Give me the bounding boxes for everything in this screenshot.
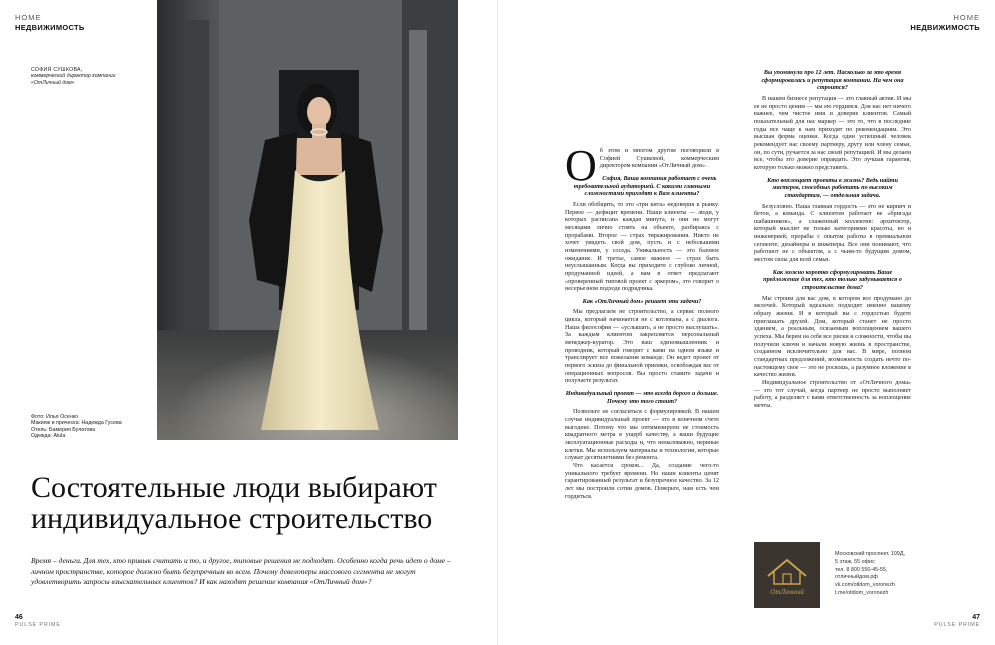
section-main-label: НЕДВИЖИМОСТЬ (15, 23, 85, 32)
page-number: 47 (972, 614, 980, 621)
caption-role: коммерческий директор компании «ОтЛичный дом» (31, 73, 116, 86)
contact-site: отличныйдом.рф (835, 574, 878, 581)
interview-question: Как можно коротко сформулировать Ваше предложение для тех, кто только задумывается о строительстве дома? (763, 269, 902, 292)
interview-answer: Индивидуальное строительство от «ОтЛичного дома» — это тот случай, когда партнер не просто выполняет работу, а разделяет с вами ответственность за воплощение мечты. (754, 379, 911, 409)
interview-answer: Если обобщить, то это «три кита» недоверия к рынку. Первое — дефицит времени. Наши клиенты — люди, у которых расписана каждая минута, и они не могут месяцами лично стоять на объекте, разбираясь с прорабами. Второе — страх тиражирования. Никто не хочет увидеть свой дом, пусть и с небольшими изменениями, у соседа. Уникальность — это базовое ожидание. И третье, самое важное — страх быть неуслышанным. Когда вы приходите с глубоко личной, продуманной идеей, а вам в ответ предлагают «проверенный типовой проект с эркером», это говорит о несерьезном подходе подрядчика. (565, 201, 719, 293)
interview-question: Кто воплощает проекты в жизнь? Ведь найти мастеров, способных работать по высоким стандартам, — отдельная задача. (767, 177, 898, 199)
magazine-name: PULSE PRIME (934, 622, 980, 628)
interview-answer: Безусловно. Наша главная гордость — это не кирпич и бетон, а команда. С клиентом работает не «бригада шабашников», а слаженный коллектив: архитектор, который мыслит не только категориями красоты, но и инженерией; прорабы с опытом работы в премиальном сегменте; дизайнеры и инженеры. Все они понимают, что работают не с объектом, а с чьим-то будущим домом, местом силы для всей семьи. (754, 203, 911, 264)
contact-block (835, 551, 945, 598)
magazine-name: PULSE PRIME (15, 622, 61, 628)
interview-question: Как «ОтЛичный дом» решает эти задачи? (582, 298, 702, 305)
article-title: Состоятельные люди выбирают индивидуальное строительство (31, 471, 437, 535)
caption-name: СОФИЯ СУШКОВА, (31, 67, 83, 73)
house-logo-icon (754, 542, 820, 608)
intro-text: б этом и многом другом поговорили в Софией Сушковой, коммерческим директором компании «ОтЛичный дом». (599, 148, 719, 170)
section-header-left (15, 13, 85, 32)
credit-line: Отель: Бамерия Булатова (31, 426, 96, 433)
folio-right (934, 614, 980, 628)
logo-wordmark: ОтЛичный (770, 588, 804, 596)
contact-vk: vk.com/otldom_voronezh (835, 582, 895, 589)
credit-line: Макияж и прическа: Надежда Гусева (31, 420, 122, 427)
contact-office: 5 этаж, 55 офис (835, 558, 875, 565)
section-header-right (910, 13, 980, 32)
section-top-label: HOME (15, 13, 42, 22)
portrait-illustration (157, 0, 458, 440)
credit-line: Одежда: Alula (31, 432, 66, 439)
article-lead: Время – деньги. Для тех, кто привык считать и то, и другое, типовые решения не подходят. Особенно когда речь идет о доме – личном пространстве, которое должно быть безупречным во всем. Почему девелоперы массового сегмента не могут удовлетворить запросы взыскательных клиентов? И как находят решение компания «ОтЛичный дом»? (31, 556, 451, 587)
photo-credits (31, 414, 156, 439)
photo-caption (31, 67, 141, 86)
drop-cap: О (565, 141, 597, 190)
company-logo (754, 542, 820, 608)
interview-answer: Мы предлагаем не строительство, а сервис полного цикла, который начинается не с котлована, а с диалога. Наша философия — «услышать, а не просто выслушать». За каждым клиентом закрепляется персональный менеджер-куратор. Это ваш единомышленник и проводник, который говорит с вами на одном языке и транслирует все пожелания команде. Он ведет проект от первого эскиза до финальной приемки, освобождая вас от операционных вопросов. Вы просто ставите задачи и получаете результат. (565, 309, 719, 385)
contact-phone: тел. 8 800 550-45-55, (835, 566, 888, 573)
interview-answer: Что касается сроков... Да, создание чего-то уникального требует времени. Но наши клиенты ценят гарантированный результат и безупречное качество. За 12 лет мы построили сотни домов. Поверьте, нам есть чем гордиться. (565, 462, 719, 500)
interview-question: Индивидуальный проект — это всегда дорого и дольше. Почему это того стоит? (565, 391, 719, 405)
interview-answer: Мы строим для вас дом, в котором все продумано до мелочей. Который идеально подходит именно вашему образу жизни. И в который вы с гордостью будете приглашать друзей. Дом, который станет не просто зданием, а реальным, осязаемым воплощением вашего успеха. Мы берем на себя все риски и сложности, чтобы вы получили ключи и начали новую жизнь в пространстве, созданном исключительно для вас. В мире, полном стандартных предложений, возможность создать нечто по-настоящему свое — это не роскошь, а разумное вложение в качество жизни. (754, 295, 911, 379)
interview-question: София, Ваша компания работает с очень требовательной аудиторией. С какими главными сложностями приходят к Вам клиенты? (573, 175, 717, 198)
page-gutter (497, 0, 498, 645)
contact-address: Московский проспект, 109Д, (835, 551, 905, 557)
section-top-label: HOME (953, 13, 980, 22)
interview-answer: В нашем бизнесе репутация — это главный актив. И мы ее не просто ценим — мы ею гордимся. Для нас нет ничего важнее, чем чистое имя и доверие клиентов. Самый показательный для нас маркер — это то, что в последние годы все чаще к нам приходят по рекомендациям. Это высшая форма оценки. Когда один успешный человек рекомендует нас своему партнеру, другу или члену семьи, он, по сути, ручается за нас своей репутацией. И мы делаем все, чтобы это доверие оправдать. Это лучшая гарантия, которую только можно представить. (754, 95, 911, 171)
contact-telegram: t.me/otldom_voronezh (835, 589, 889, 596)
interview-answer: Позвольте не согласиться с формулировкой. В нашем случае индивидуальный проект — это в конечном счете выгоднее. Потому что мы оптимизируем не стоимость квадратного метра в ущерб качеству, а ваши будущие эксплуатационные расходы и, что немаловажно, нервные клетки. Мы используем материалы и технологии, которые служат десятилетиями без ремонта. (565, 409, 719, 462)
interview-question: Вы упомянули про 12 лет. Насколько за это время сформировалась и репутация компании. На чем она строится? (761, 70, 904, 92)
portrait-photo (157, 0, 458, 440)
page-number: 46 (15, 614, 23, 621)
credit-line: Фото: Илья Осенко (31, 414, 79, 420)
section-main-label: НЕДВИЖИМОСТЬ (910, 23, 980, 32)
article-column-2 (754, 70, 911, 411)
article-column-1 (565, 141, 719, 501)
folio-left (15, 614, 61, 628)
